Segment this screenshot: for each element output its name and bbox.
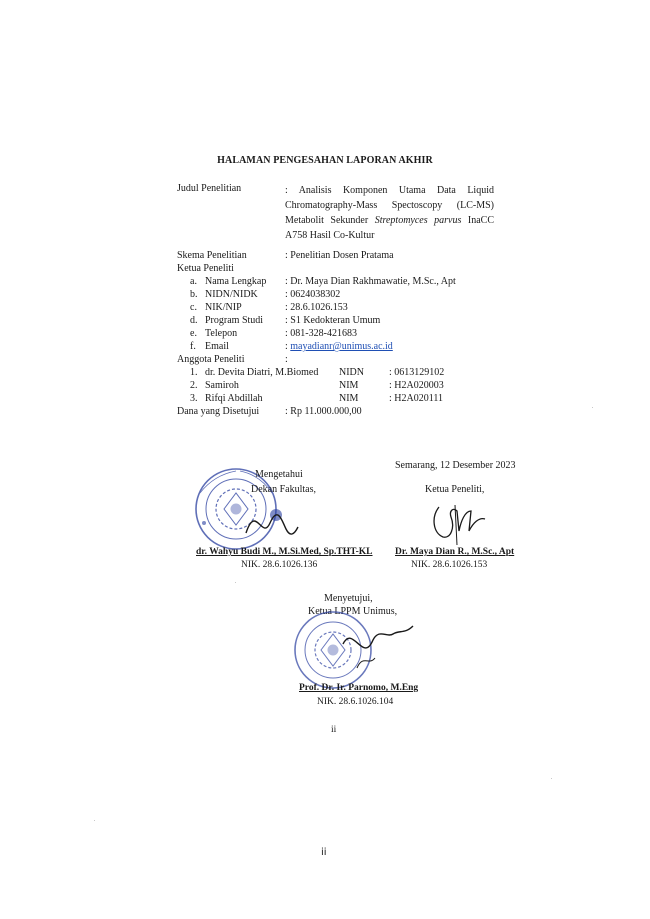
page-number: ii — [321, 847, 327, 858]
page-title: HALAMAN PENGESAHAN LAPORAN AKHIR — [217, 155, 433, 166]
judul-label: Judul Penelitian — [177, 183, 242, 194]
right-sign-line1: Ketua Peneliti, — [425, 484, 485, 495]
judul-value — [285, 183, 494, 243]
ketua-item-marker: e. — [190, 328, 197, 339]
right-signer-nik: NIK. 28.6.1026.153 — [411, 560, 488, 570]
left-sign-line2: Dekan Fakultas, — [251, 484, 316, 495]
ketua-item-value: : 081-328-421683 — [285, 328, 357, 339]
ketua-email-label: Email — [205, 341, 229, 352]
member-id-type: NIM — [339, 393, 359, 404]
ketua-item-marker: d. — [190, 315, 198, 326]
judul-text-italic: Streptomyces parvus — [374, 215, 462, 226]
ketua-item-label: Telepon — [205, 328, 238, 339]
member-id-value: : H2A020003 — [389, 380, 444, 391]
judul-text-part2: InaCC A758 Hasil Co-Kultur — [285, 215, 494, 241]
ketua-item-label: Nama Lengkap — [205, 276, 267, 287]
dana-label: Dana yang Disetujui — [177, 406, 260, 417]
email-link[interactable]: mayadianr@unimus.ac.id — [290, 341, 393, 352]
email-colon: : — [285, 341, 288, 352]
bottom-signer-name: Prof. Dr. Ir. Parnomo, M.Eng — [299, 683, 419, 693]
skema-label: Skema Penelitian — [177, 250, 247, 261]
member-name: Samiroh — [205, 380, 239, 391]
place-date: Semarang, 12 Desember 2023 — [395, 460, 516, 471]
right-signer-name: Dr. Maya Dian R., M.Sc., Apt — [395, 547, 515, 557]
dana-value: : Rp 11.000.000,00 — [285, 406, 362, 417]
judul-text-part1: Analisis Komponen Utama Data Liquid Chromatography-Mass Spectoscopy (LC-MS) Metabolit Sekunder — [285, 185, 494, 226]
member-name: dr. Devita Diatri, M.Biomed — [205, 367, 319, 378]
scan-speck — [551, 778, 552, 779]
ketua-item-marker: c. — [190, 302, 197, 313]
lppm-seal-icon — [283, 604, 423, 694]
left-signer-name: dr. Wahyu Budi M., M.Si.Med, Sp.THT-KL — [196, 547, 373, 557]
judul-colon: : — [285, 185, 288, 196]
ketua-item-label: Program Studi — [205, 315, 264, 326]
ketua-email-value — [285, 341, 393, 354]
ketua-item-value: : 0624038302 — [285, 289, 341, 300]
member-id-type: NIDN — [339, 367, 364, 378]
member-name: Rifqi Abdillah — [205, 393, 263, 404]
member-id-type: NIM — [339, 380, 359, 391]
anggota-colon: : — [285, 354, 288, 365]
ketua-item-value: : Dr. Maya Dian Rakhmawatie, M.Sc., Apt — [285, 276, 456, 287]
ketua-item-marker: a. — [190, 276, 197, 287]
ketua-item-label: NIDN/NIDK — [205, 289, 258, 300]
inner-page-number: ii — [331, 725, 337, 735]
skema-value: : Penelitian Dosen Pratama — [285, 250, 394, 261]
member-marker: 2. — [190, 380, 198, 391]
left-sign-line1: Mengetahui — [255, 469, 303, 480]
ketua-item-value: : 28.6.1026.153 — [285, 302, 348, 313]
left-signer-nik: NIK. 28.6.1026.136 — [241, 560, 318, 570]
ketua-item-label: NIK/NIP — [205, 302, 242, 313]
ketua-label: Ketua Peneliti — [177, 263, 234, 274]
scan-speck — [235, 582, 236, 583]
member-marker: 1. — [190, 367, 198, 378]
ketua-item-value: : S1 Kedokteran Umum — [285, 315, 381, 326]
bottom-signer-nik: NIK. 28.6.1026.104 — [317, 697, 394, 707]
bottom-sign-line1: Menyetujui, — [324, 593, 373, 604]
signature-icon — [425, 497, 495, 549]
scan-speck — [592, 407, 593, 408]
scan-speck — [94, 820, 95, 821]
member-id-value: : 0613129102 — [389, 367, 445, 378]
member-marker: 3. — [190, 393, 198, 404]
member-id-value: : H2A020111 — [389, 393, 443, 404]
ketua-item-marker: b. — [190, 289, 198, 300]
ketua-email-marker: f. — [190, 341, 196, 352]
anggota-label: Anggota Peneliti — [177, 354, 245, 365]
bottom-sign-line2: Ketua LPPM Unimus, — [308, 606, 398, 617]
